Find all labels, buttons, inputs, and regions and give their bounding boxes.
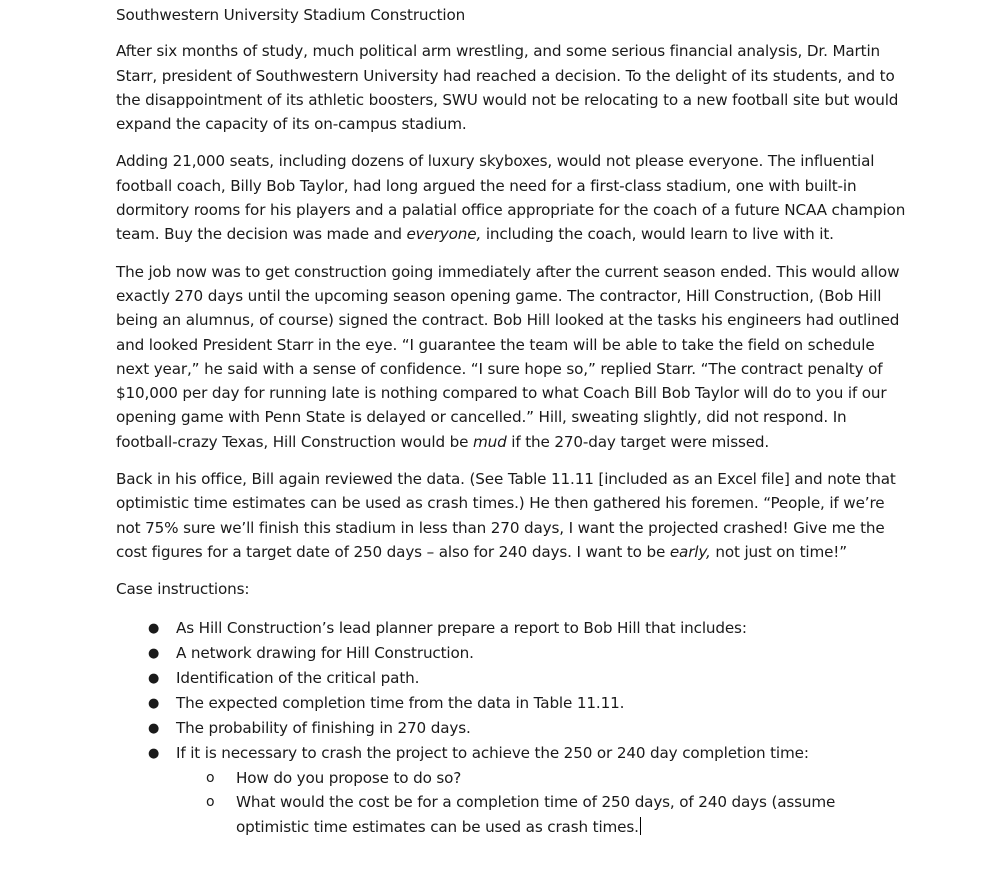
instructions-list [116,616,906,840]
hollow-bullet-icon: o [206,794,215,811]
document-body[interactable] [116,3,906,839]
list-item-text: The probability of finishing in 270 days. [176,718,471,737]
list-item-text: As Hill Construction’s lead planner prepare a report to Bob Hill that includes: [176,618,747,637]
paragraph-seats [116,149,906,246]
emphasis-early: early, [669,542,711,561]
document-title: Southwestern University Stadium Construction [116,6,466,24]
sub-list-item [176,766,906,791]
bullet-icon: ● [148,645,160,661]
sub-list-item [176,790,906,839]
hollow-bullet-icon: o [206,769,215,786]
paragraph-construction-text-1: The job now was to get construction going immediately after the current season ended. This would allow exactly 270 days until the upcoming season opening game. The contractor, Hill Construction, (Bob Hill being an alumnus, of course) signed the contract. Bob Hill looked at the tasks his engineers had outlined and looked President Starr in the eye. “I guarantee the team will be able to take the field on schedule next year,” he said with a sense of confidence. “I sure hope so,” replied Starr. “The contract penalty of $10,000 per day for running late is nothing compared to what Coach Bill Bob Taylor will do to you if our opening game with Penn State is delayed or cancelled.” Hill, sweating slightly, did not respond. In football-crazy Texas, Hill Construction would be [116,262,900,451]
list-item [116,641,906,666]
bullet-icon: ● [148,695,160,711]
list-item-text: If it is necessary to crash the project to achieve the 250 or 240 day completion time: [176,743,809,762]
list-item [116,691,906,716]
bullet-icon: ● [148,620,160,636]
paragraph-office-text-2: not just on time!” [710,542,847,561]
paragraph-seats-text-1: Adding 21,000 seats, including dozens of luxury skyboxes, would not please everyone. The influential football coach, Billy Bob Taylor, had long argued the need for a first-class stadium, one with built-in dormitory rooms for his players and a palatial office appropriate for the coach of a future NCAA champion team. Buy the decision was made and [116,152,906,244]
text-cursor [640,817,641,835]
list-item [116,616,906,641]
list-item [116,716,906,741]
emphasis-everyone: everyone, [406,225,482,244]
list-item-text: The expected completion time from the data in Table 11.11. [176,693,625,712]
sub-list [176,766,906,840]
bullet-icon: ● [148,745,160,761]
list-item [116,666,906,691]
sub-list-item-text: What would the cost be for a completion time of 250 days, of 240 days (assume optimistic time estimates can be used as crash times. [236,793,836,836]
paragraph-seats-text-2: including the coach, would learn to live with it. [481,225,834,244]
paragraph-construction [116,260,906,454]
paragraph-office [116,467,906,564]
instructions-label: Case instructions: [116,580,250,599]
list-item-text: Identification of the critical path. [176,668,420,687]
list-item [116,741,906,840]
sub-list-item-text: How do you propose to do so? [236,768,462,787]
paragraph-office-text-1: Back in his office, Bill again reviewed the data. (See Table 11.11 [included as an Excel file] and note that optimistic time estimates can be used as crash times.) He then gathered his foremen. “People, if we’re not 75% sure we’ll finish this stadium in less than 270 days, I want the projected crashed! Give me the cost figures for a target date of 250 days – also for 240 days. I want to be [116,470,896,561]
paragraph-decision: After six months of study, much political arm wrestling, and some serious financial analysis, Dr. Martin Starr, president of Southwestern University had reached a decision. To the delight of its students, and to the disappointment of its athletic boosters, SWU would not be relocating to a new football site but would expand the capacity of its on-campus stadium. [116,42,899,134]
paragraph-construction-text-2: if the 270-day target were missed. [506,432,770,451]
bullet-icon: ● [148,720,160,736]
list-item-text: A network drawing for Hill Construction. [176,643,474,662]
bullet-icon: ● [148,670,160,686]
emphasis-mud: mud [473,432,507,451]
